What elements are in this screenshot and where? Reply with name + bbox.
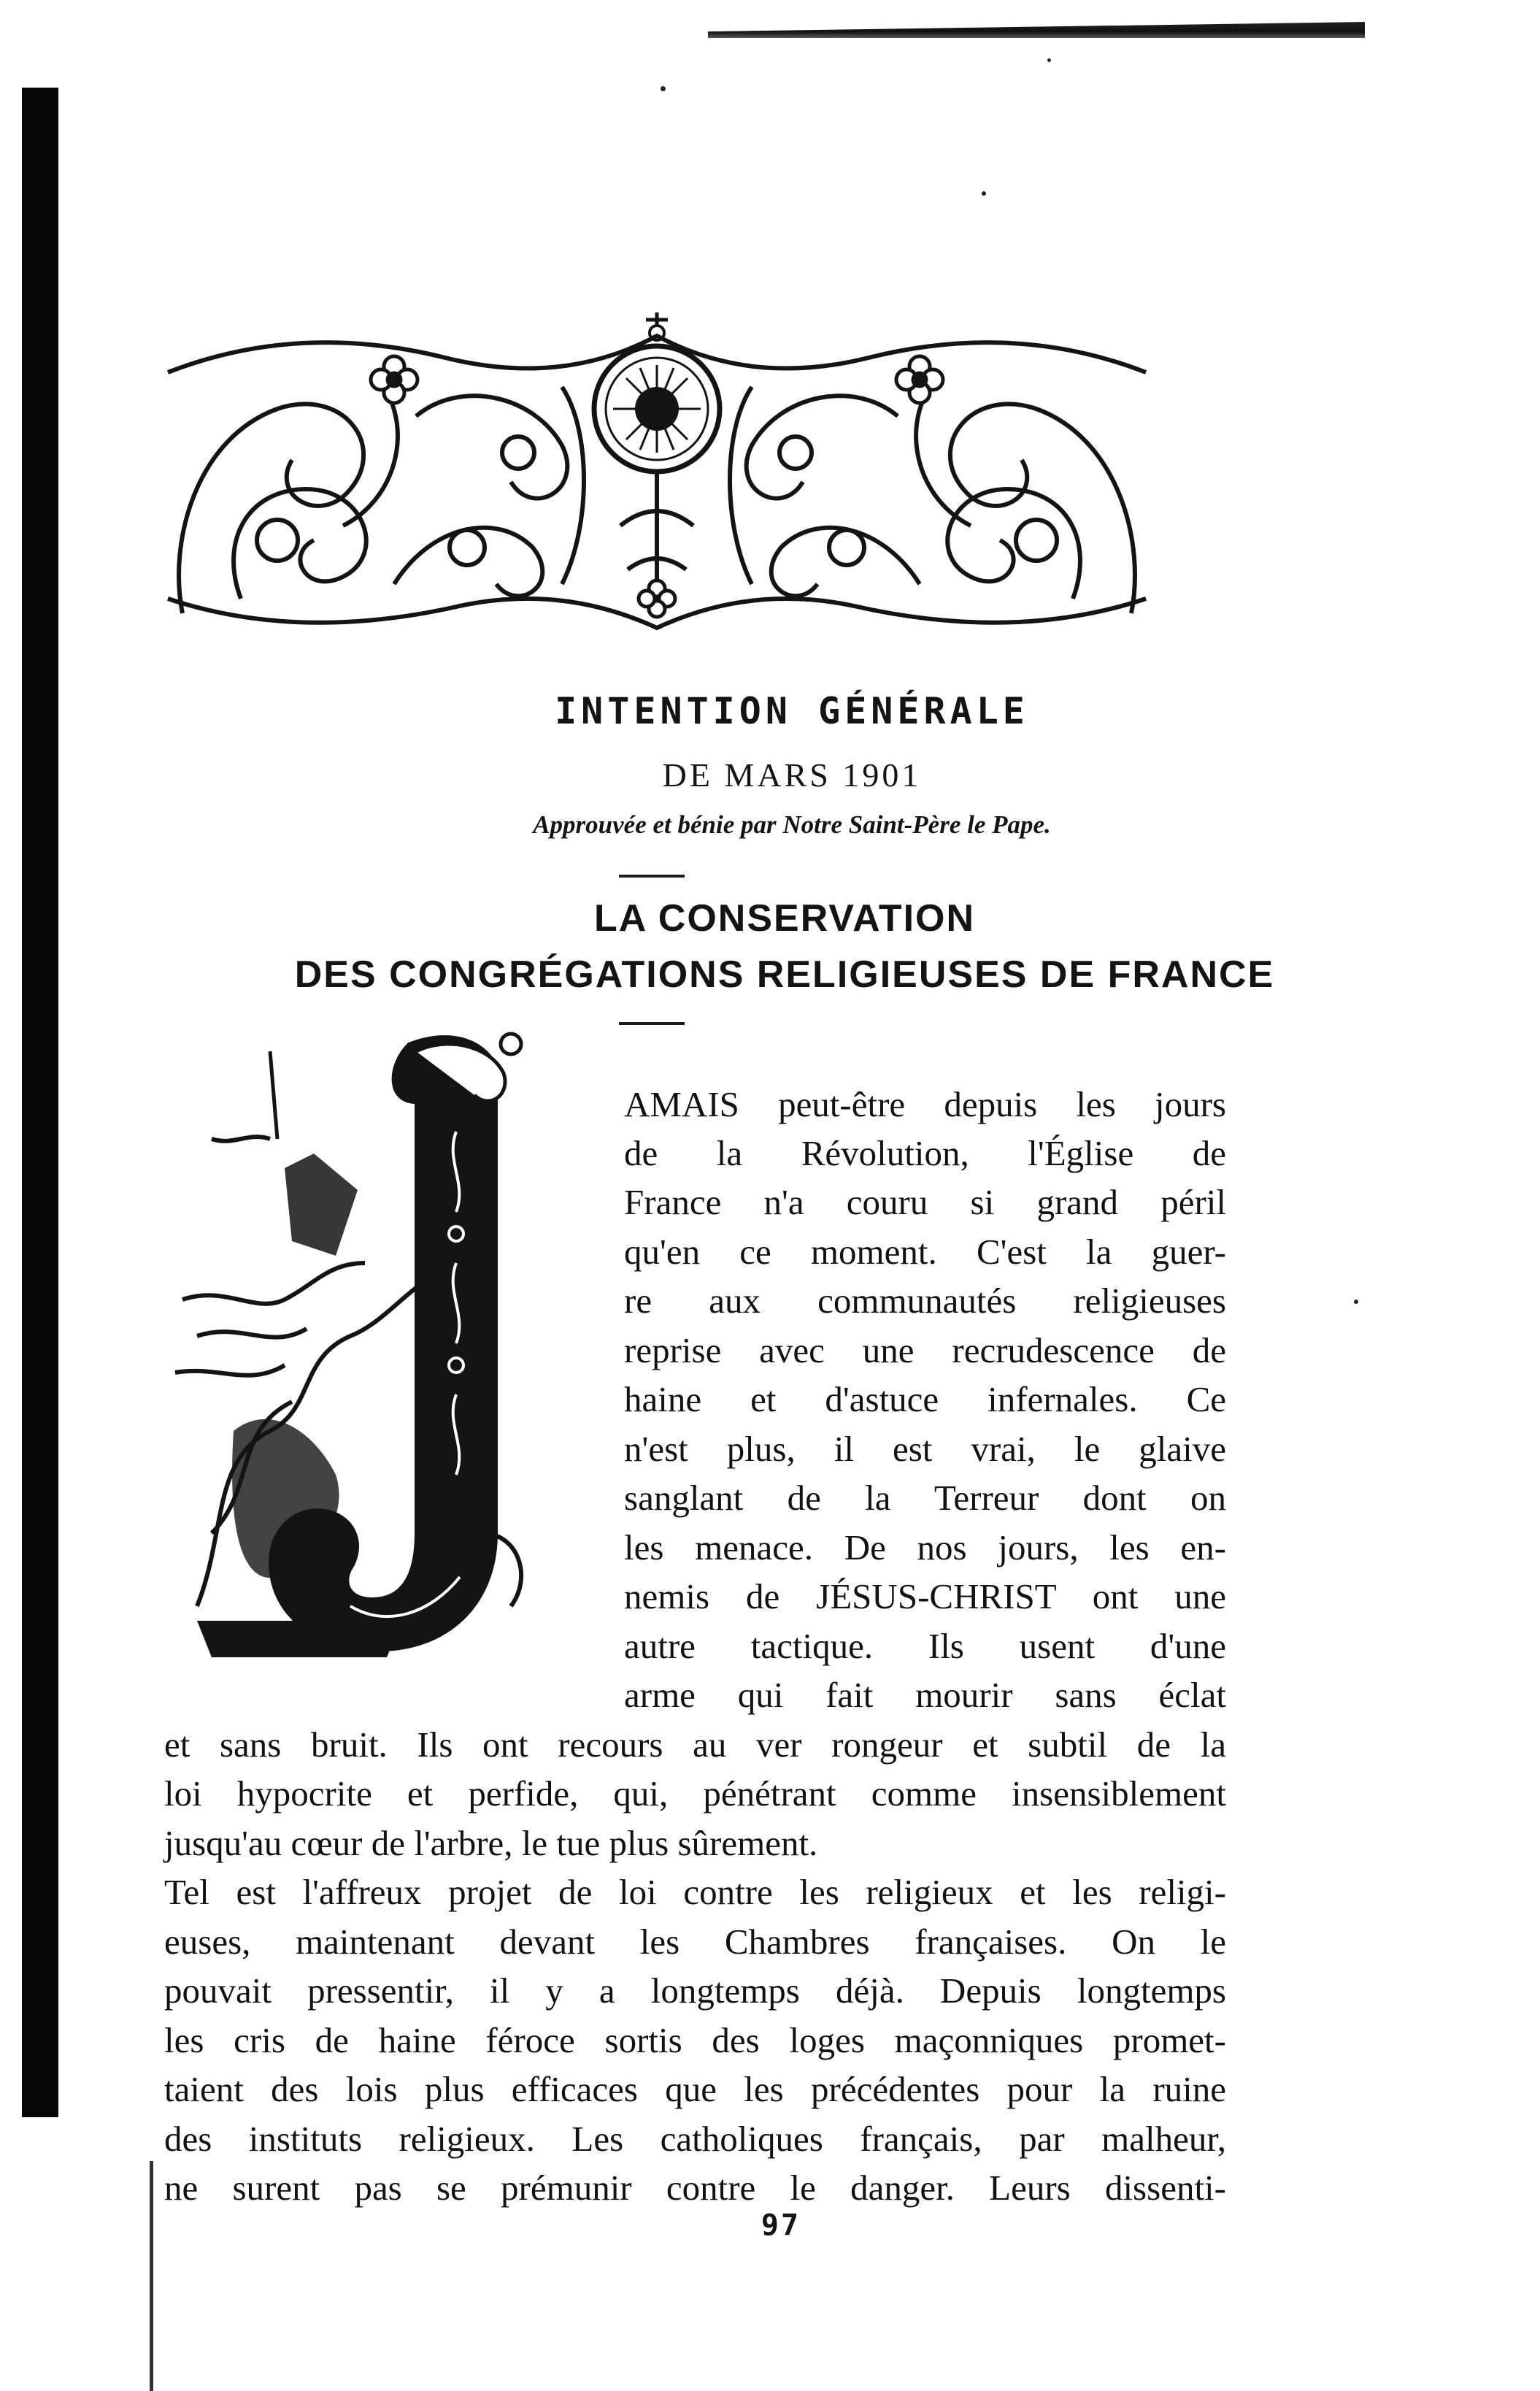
- body-line: les cris de haine féroce sortis des loges maçonniques promet-: [164, 2020, 1226, 2060]
- body-line: AMAIS peut-être depuis les jours: [624, 1084, 1226, 1124]
- section-divider: [619, 875, 685, 878]
- body-line: des instituts religieux. Les catholiques français, par malheur,: [164, 2119, 1226, 2159]
- article-title-line1: LA CONSERVATION: [593, 897, 976, 940]
- body-line: sanglant de la Terreur dont on: [624, 1478, 1226, 1518]
- body-line: re aux communautés religieuses: [624, 1281, 1226, 1321]
- scan-speck: [1047, 58, 1051, 62]
- scan-speck: [661, 86, 666, 91]
- body-line: de la Révolution, l'Église de: [624, 1133, 1226, 1173]
- approval-note: Approuvée et bénie par Notre Saint-Père le Pape.: [533, 810, 1051, 839]
- body-line: reprise avec une recrudescence de: [624, 1330, 1226, 1370]
- body-line: ne surent pas se prémunir contre le danger. Leurs dissenti-: [164, 2168, 1226, 2208]
- scan-speck: [982, 191, 986, 196]
- body-line: France n'a couru si grand péril: [624, 1182, 1226, 1222]
- body-line: taient des lois plus efficaces que les précédentes pour la ruine: [164, 2069, 1226, 2109]
- article-title-line2: DES CONGRÉGATIONS RELIGIEUSES DE FRANCE: [294, 953, 1275, 996]
- body-line: n'est plus, il est vrai, le glaive: [624, 1429, 1226, 1469]
- body-line: Tel est l'affreux projet de loi contre les religieux et les religi-: [164, 1872, 1226, 1912]
- scan-top-rule: [708, 22, 1365, 38]
- body-line: euses, maintenant devant les Chambres françaises. On le: [164, 1922, 1226, 1962]
- body-line: loi hypocrite et perfide, qui, pénétrant comme insensiblement: [164, 1773, 1226, 1814]
- body-line: et sans bruit. Ils ont recours au ver rongeur et subtil de la: [164, 1724, 1226, 1765]
- body-line: arme qui fait mourir sans éclat: [624, 1675, 1226, 1715]
- body-line: haine et d'astuce infernales. Ce: [624, 1379, 1226, 1419]
- body-line: les menace. De nos jours, les en-: [624, 1527, 1226, 1567]
- page-number: 97: [761, 2208, 801, 2242]
- intention-month: DE MARS 1901: [662, 756, 922, 794]
- body-line: qu'en ce moment. C'est la guer-: [624, 1232, 1226, 1272]
- intention-title: INTENTION GÉNÉRALE: [555, 690, 1029, 732]
- section-divider: [619, 1022, 685, 1025]
- scan-edge-shadow: [22, 88, 58, 2117]
- floral-scroll-headpiece-icon: [153, 307, 1160, 650]
- body-line: pouvait pressentir, il y a longtemps déjà. Depuis longtemps: [164, 1970, 1226, 2011]
- scan-edge-line: [150, 2161, 153, 2391]
- body-line: jusqu'au cœur de l'arbre, le tue plus sûrement.: [164, 1823, 818, 1863]
- scan-speck: [1354, 1300, 1358, 1304]
- body-line: nemis de JÉSUS-CHRIST ont une: [624, 1576, 1226, 1616]
- illuminated-letter-j-icon: [168, 1022, 584, 1672]
- body-line: autre tactique. Ils usent d'une: [624, 1626, 1226, 1666]
